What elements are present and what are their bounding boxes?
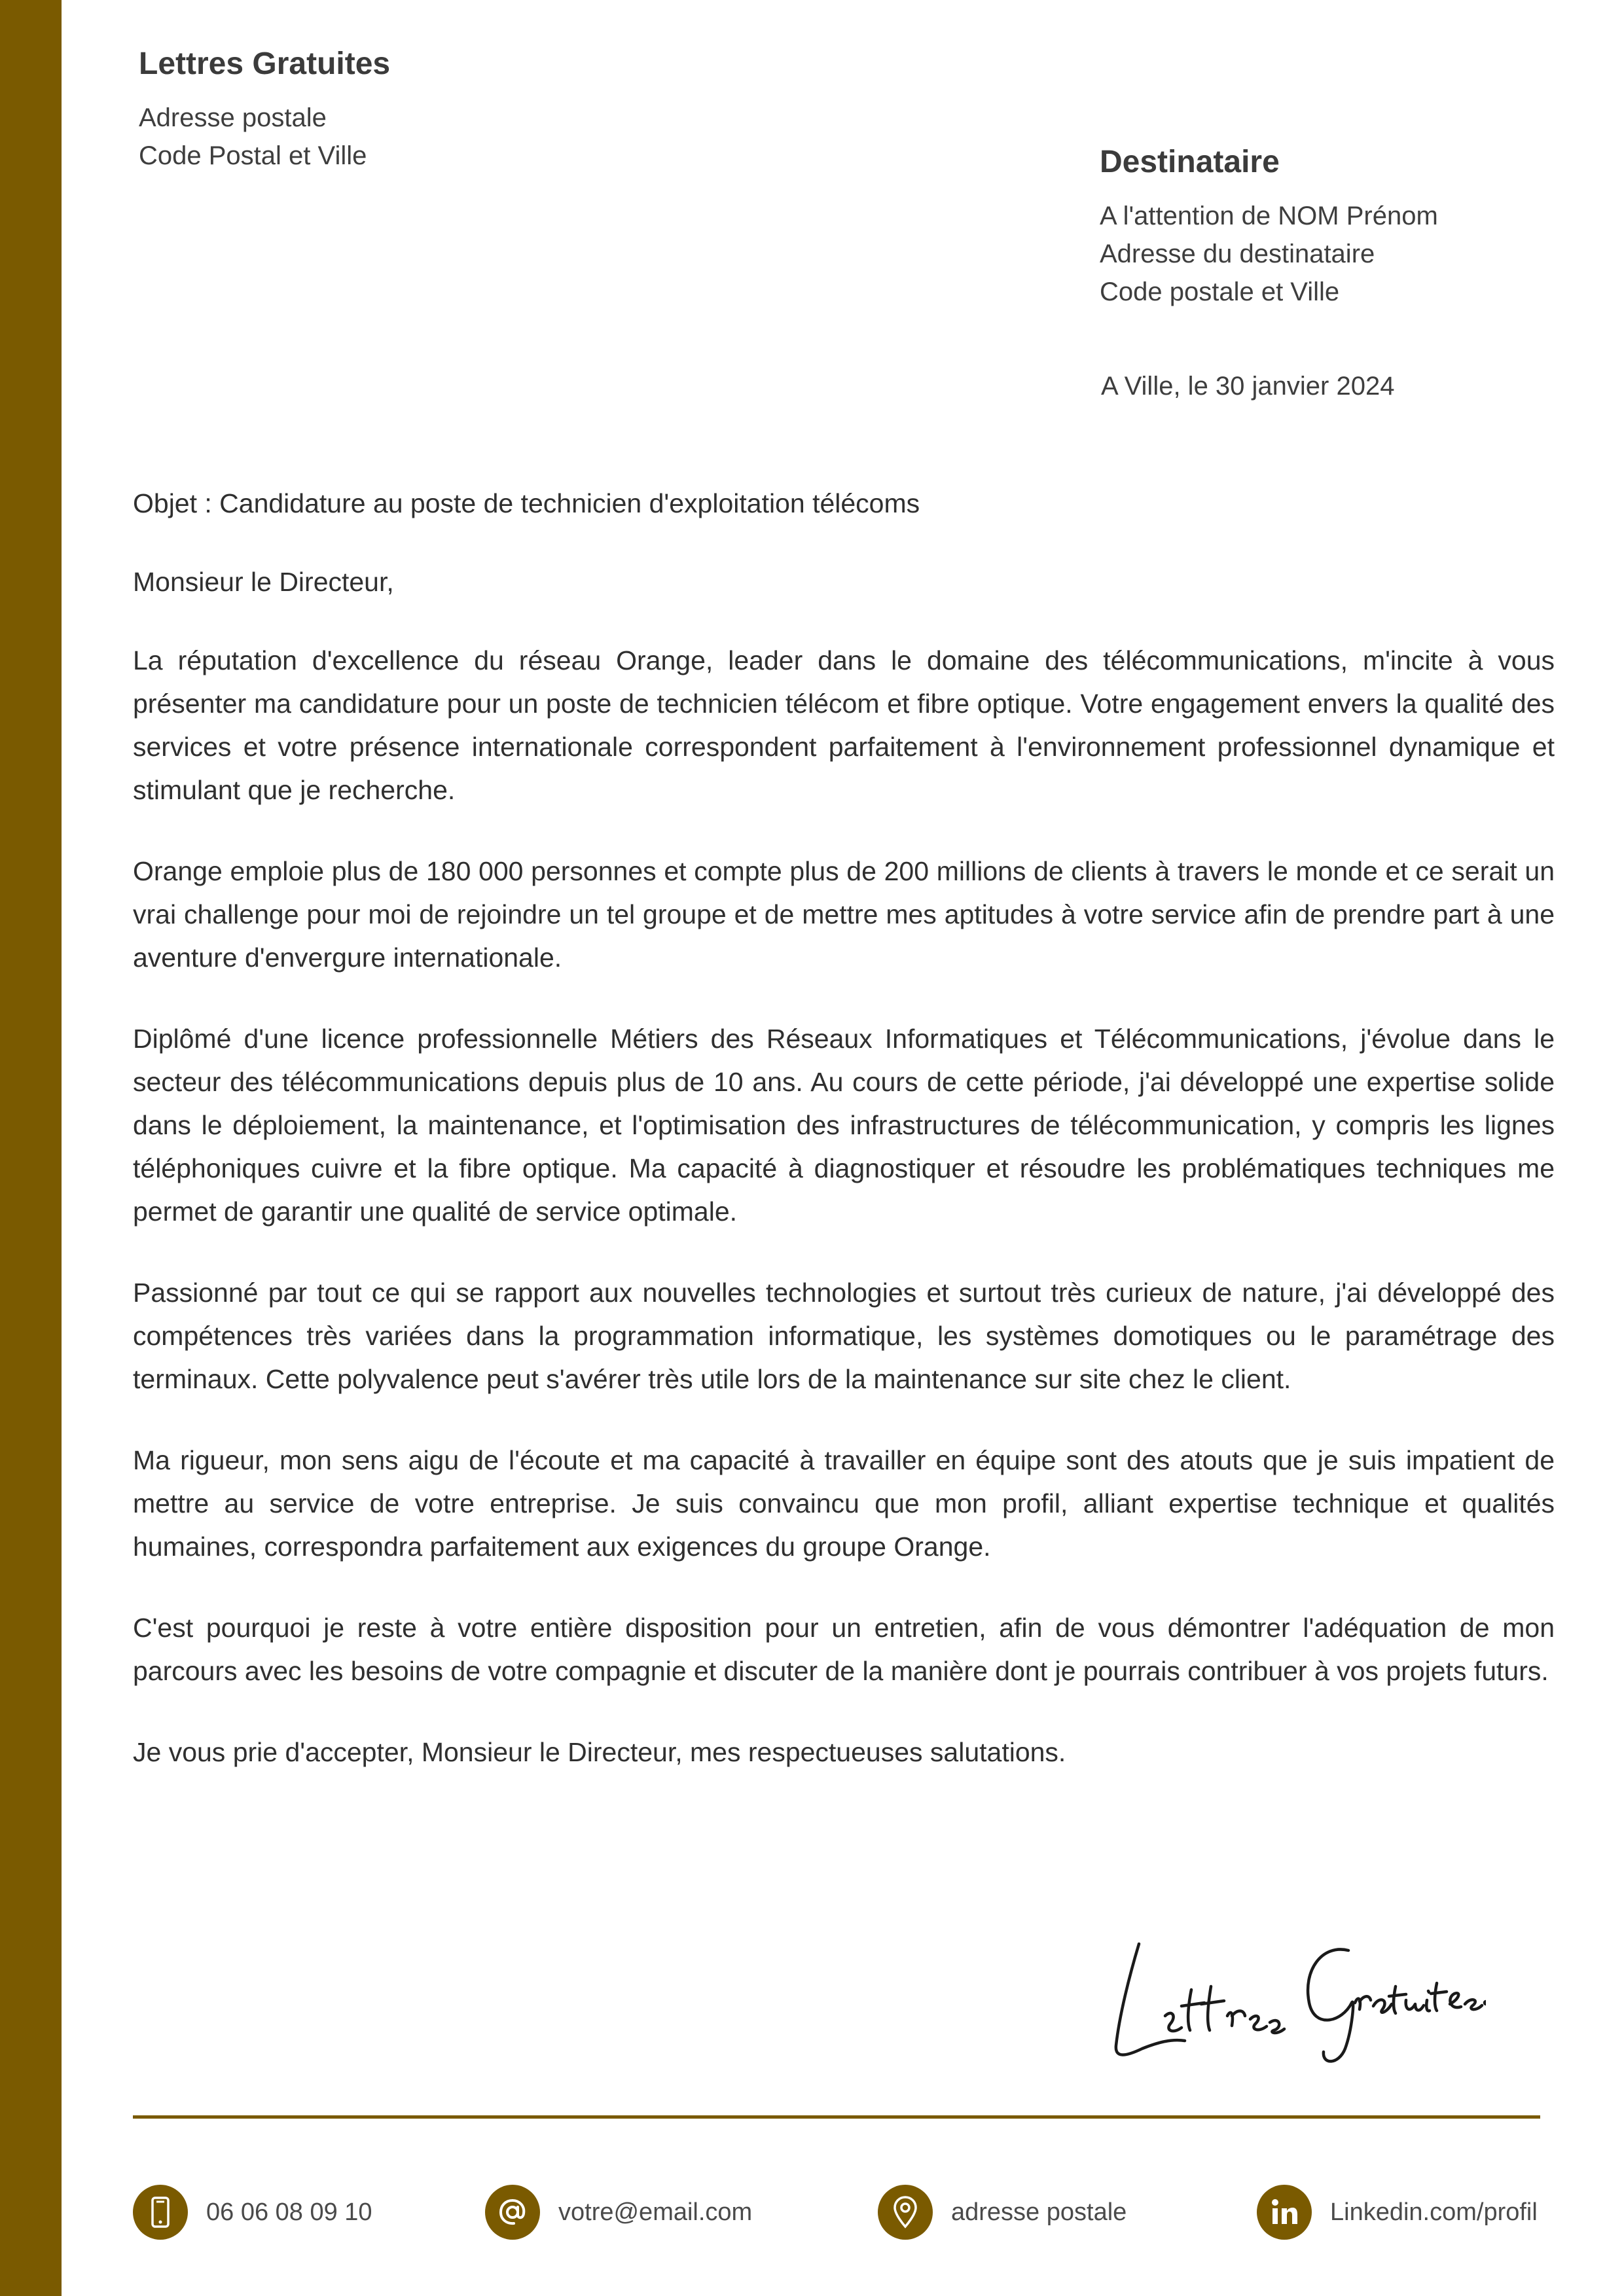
letter-greeting: Monsieur le Directeur,: [133, 567, 394, 597]
letter-paragraph-2: Orange emploie plus de 180 000 personnes et compte plus de 200 millions de clients à travers le monde et ce serait un vrai challenge pour moi de rejoindre un tel groupe et de mettre mes aptitudes à votre service afin de prendre part à une aventure d'envergure internationale.: [133, 856, 1555, 973]
footer-divider: [133, 2115, 1540, 2119]
letter-closing: Je vous prie d'accepter, Monsieur le Directeur, mes respectueuses salutations.: [133, 1737, 1066, 1767]
sender-address-line2: Code Postal et Ville: [139, 141, 367, 170]
handwritten-signature: [1093, 1918, 1486, 2075]
letter-paragraph-4: Passionné par tout ce qui se rapport aux nouvelles technologies et surtout très curieux de nature, j'ai développé des compétences très variées dans la programmation informatique, les systèmes domotiques ou le paramétrage des terminaux. Cette polyvalence peut s'avérer très utile lors de la maintenance sur site chez le client.: [133, 1278, 1555, 1394]
contact-email: [485, 2183, 752, 2242]
contact-phone-label: 06 06 08 09 10: [206, 2198, 372, 2226]
letter-paragraph-1: La réputation d'excellence du réseau Orange, leader dans le domaine des télécommunications, m'incite à vous présenter ma candidature pour un poste de technicien télécom et fibre optique. Votre engagement envers la qualité des services et votre présence internationale correspondent parfaitement à l'environnement professionnel dynamique et stimulant que je recherche.: [133, 645, 1555, 805]
recipient-title: Destinataire: [1100, 145, 1280, 179]
contact-linkedin-label: Linkedin.com/profil: [1330, 2198, 1538, 2226]
letter-subject: Objet : Candidature au poste de technicien d'exploitation télécoms: [133, 488, 920, 518]
linkedin-icon: [1257, 2185, 1312, 2240]
letter-date: A Ville, le 30 janvier 2024: [1101, 372, 1395, 401]
recipient-city-line: Code postale et Ville: [1100, 278, 1340, 306]
at-sign-icon: [485, 2185, 540, 2240]
contact-email-label: votre@email.com: [558, 2198, 753, 2226]
sender-address-line1: Adresse postale: [139, 103, 327, 132]
sender-block: [139, 46, 390, 175]
sender-name: Lettres Gratuites: [139, 46, 391, 81]
contact-phone: [133, 2183, 372, 2242]
accent-sidebar: [0, 0, 62, 2296]
location-pin-icon: [878, 2185, 933, 2240]
letter-paragraph-3: Diplômé d'une licence professionnelle Métiers des Réseaux Informatiques et Télécommunications, j'évolue dans le secteur des télécommunications depuis plus de 10 ans. Au cours de cette période, j'ai développé une expertise solide dans le déploiement, la maintenance, et l'optimisation des infrastructures de télécommunication, y compris les lignes téléphoniques cuivre et la fibre optique. Ma capacité à diagnostiquer et résoudre les problématiques techniques me permet de garantir une qualité de service optimale.: [133, 1024, 1555, 1227]
contact-footer: [133, 2183, 1560, 2242]
recipient-address-line: Adresse du destinataire: [1100, 240, 1375, 268]
recipient-block: [1100, 144, 1438, 311]
letter-paragraph-5: Ma rigueur, mon sens aigu de l'écoute et ma capacité à travailler en équipe sont des atouts que je suis impatient de mettre au service de votre entreprise. Je suis convaincu que mon profil, alliant expertise technique et qualités humaines, correspondra parfaitement aux exigences du groupe Orange.: [133, 1445, 1555, 1562]
contact-address: [878, 2183, 1127, 2242]
letter-body: [133, 482, 1555, 1774]
contact-linkedin: [1257, 2183, 1538, 2242]
contact-address-label: adresse postale: [951, 2198, 1127, 2226]
phone-icon: [133, 2185, 188, 2240]
recipient-attention-line: A l'attention de NOM Prénom: [1100, 202, 1438, 230]
letter-paragraph-6: C'est pourquoi je reste à votre entière disposition pour un entretien, afin de vous démontrer l'adéquation de mon parcours avec les besoins de votre compagnie et discuter de la manière dont je pourrais contribuer à vos projets futurs.: [133, 1613, 1555, 1686]
